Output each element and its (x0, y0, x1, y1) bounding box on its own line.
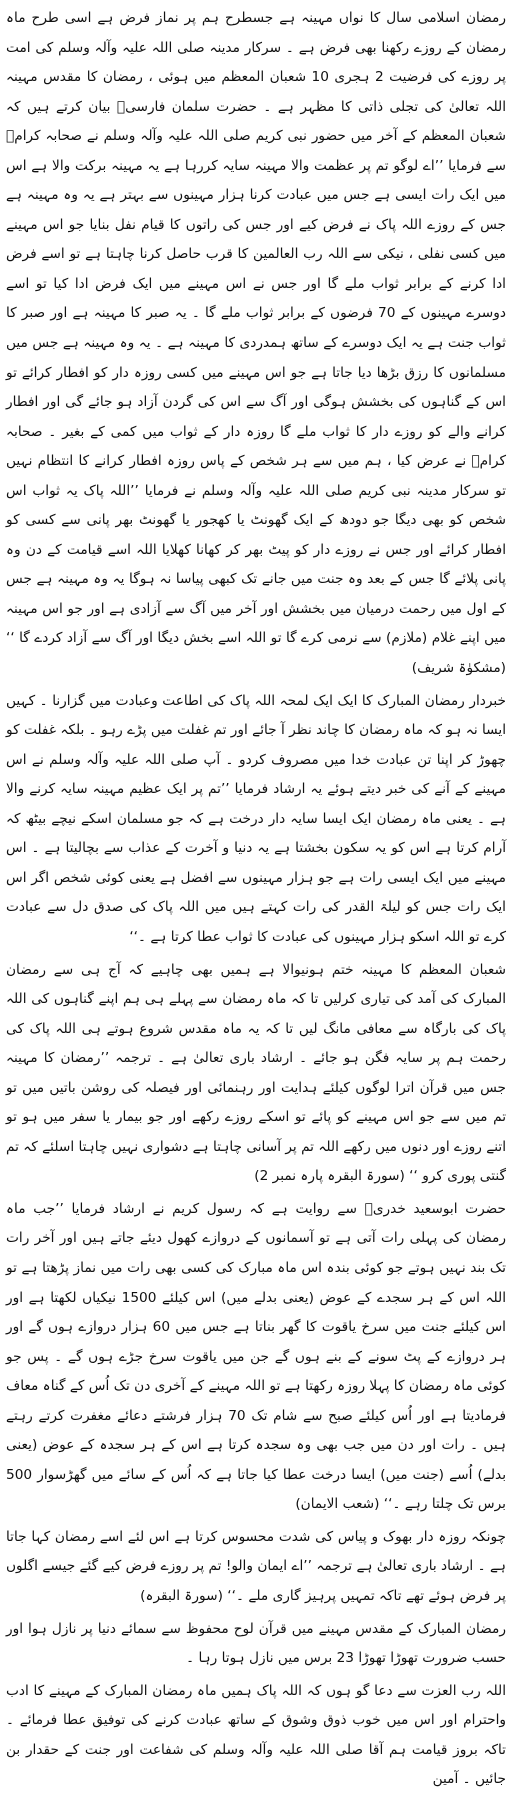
paragraph-abu-saeed-hadith: حضرت ابوسعید خدریؓ سے روایت ہے کہ رسول کریم نے ارشاد فرمایا ’’جب ماہ رمضان کی پہلی رات آتی ہے تو آسمانوں کے دروازے کھول دیئے جاتے ہیں اور آخر رات تک بند نہیں ہوتے جو کوئی بندہ اس ماہ مبارک کی کسی بھی رات میں نماز پڑھتا ہے تو اللہ اس کے ہر سجدے کے عوض (یعنی بدلے میں) اس کیلئے 1500 نیکیاں لکھتا ہے اور اس کیلئے جنت میں سرخ یاقوت کا گھر بناتا ہے جس میں 60 ہزار دروازے ہوں گے اور ہر دروازے کے پٹ سونے کے بنے ہوں گے جن میں یاقوت سرخ جڑے ہوں گے ۔ پس جو کوئی ماہ رمضان کا پہلا روزہ رکھتا ہے تو اللہ مہینے کے آخری دن تک اُس کے گناہ معاف فرمادیتا ہے اور اُس کیلئے صبح سے شام تک 70 ہزار فرشتے دعائے مغفرت کرتے رہتے ہیں ۔ رات اور دن میں جب بھی وہ سجدہ کرتا ہے اس کے ہر سجدہ کے عوض (یعنی بدلے) اُسے (جنت میں) ایسا درخت عطا کیا جاتا ہے کہ اُس کے سائے میں گھڑسوار 500 برس تک چلتا رہے ۔‘‘ (شعب الایمان) (6, 1200, 506, 1513)
paragraph-shaban-preparation: شعبان المعظم کا مہینہ ختم ہونیوالا ہے ہمیں بھی چاہیے کہ آج ہی سے رمضان المبارک کی آمد کی تیاری کرلیں تا کہ ماہ رمضان سے پہلے ہی ہم اپنے گناہوں کی اللہ پاک کی بارگاہ سے معافی مانگ لیں تا کہ یہ ماہ مقدس شروع ہوتے ہی اللہ پاک کی رحمت ہم پر سایہ فگن ہو جائے ۔ ارشاد باری تعالیٰ ہے ۔ ترجمہ ’’رمضان کا مہینہ جس میں قرآن اترا لوگوں کیلئے ہدایت اور رہنمائی اور فیصلہ کی روشن باتیں میں تو تم میں سے جو اس مہینے کو پائے تو اسکے روزے رکھے اور جو بیمار یا سفر میں ہو تو اتنے روزے اور دنوں میں رکھے اللہ تم پر آسانی چاہتا ہے دشواری نہیں چاہتا اسلئے کہ تم گنتی پوری کرو ‘‘ (سورۃ البقرہ پارہ نمبر 2) (6, 961, 506, 1185)
paragraph-why-ramadan: چونکہ روزہ دار بھوک و پیاس کی شدت محسوس کرتا ہے اس لئے اسے رمضان کہا جاتا ہے ۔ ارشاد باری تعالیٰ ہے ترجمہ ’’اے ایمان والو! تم پر روزے فرض کیے گئے جیسے اگلوں پر فرض ہوئے تھے تاکہ تمہیں پرہیز گاری ملے ۔‘‘ (سورۃ البقرہ) (6, 1528, 506, 1604)
paragraph-quran-revelation: رمضان المبارک کے مقدس مہینے میں قرآن لوح محفوظ سے سمائے دنیا پر نازل ہوا اور حسب ضرورت تھوڑا تھوڑا 23 برس میں نازل ہوتا رہا ۔ (6, 1620, 506, 1667)
paragraph-closing-dua: اللہ رب العزت سے دعا گو ہوں کہ اللہ پاک ہمیں ماہ رمضان المبارک کے مہینے کا ادب واحترام اور اس میں خوب ذوق وشوق کے ساتھ عبادت کرنے کی توفیق عطا فرمائے ۔ تاکہ بروز قیامت ہم آقا صلی اللہ علیہ وآلہ وسلم کی شفاعت اور جنت کے حقدار بن جائیں ۔ آمین (6, 1682, 506, 1788)
paragraph-beware-ramadan: خبردار رمضان المبارک کا ایک ایک لمحہ اللہ پاک کی اطاعت وعبادت میں گزارنا ۔ کہیں ایسا نہ ہو کہ ماہ رمضان کا چاند نظر آ جائے اور تم غفلت میں پڑے رہو ۔ بلکہ غفلت کو چھوڑ کر اپنا تن عبادت خدا میں مصروف کردو ۔ آپ صلی اللہ علیہ وآلہ وسلم نے اس مہینے کے آنے کی خبر دیتے ہوئے یہ ارشاد فرمایا ’’تم پر ایک عظیم مہینہ سایہ کرنے والا ہے ۔ یعنی ماہ رمضان ایک ایسا سایہ دار درخت ہے کہ جو مسلمان اسکے نیچے بیٹھ کہ آرام کرتا ہے اس کو یہ سکون بخشتا ہے یہ دنیا و آخرت کے عذاب سے بچالیتا ہے ۔ اس مہینے میں ایک ایسی رات ہے جو ہزار مہینوں سے افضل ہے یعنی کوئی شخص اگر اس ایک رات جس کو لیلۃ القدر کی رات کہتے ہیں میں اللہ پاک کی صدق دل سے عبادت کرے تو اللہ اسکو ہزار مہینوں کی عبادت کا ثواب عطا کرتا ہے ۔‘‘ (6, 692, 506, 945)
paragraph-ramadan-intro: رمضان اسلامی سال کا نواں مہینہ ہے جسطرح ہم پر نماز فرض ہے اسی طرح ماہ رمضان کے روزے رکھنا بھی فرض ہے ۔ سرکار مدینہ صلی اللہ علیہ وآلہ وسلم کی امت پر روزے کی فرضیت 2 ہجری 10 شعبان المعظم میں ہوئی ، رمضان کا مقدس مہینہ اللہ تعالیٰ کی تجلی ذاتی کا مظہر ہے ۔ حضرت سلمان فارسیؓ بیان کرتے ہیں کہ شعبان المعظم کے آخر میں حضور نبی کریم صلی اللہ علیہ وآلہ وسلم نے صحابہ کرامؓ سے فرمایا ’’اے لوگو تم پر عظمت والا مہینہ سایہ کررہا ہے یہ مہینہ برکت والا ہے اس میں ایک رات ایسی ہے جس میں عبادت کرنا ہزار مہینوں سے بہتر ہے یہ وہ مہینہ ہے جس کے روزے اللہ پاک نے فرض کیے اور جس کی راتوں کا قیام نفل بنایا جو اس مہینے میں کسی نفلی ، نیکی سے اللہ رب العالمین کا قرب حاصل کرنا چاہتا ہے تو اسے فرض ادا کرنے کے برابر ثواب ملے گا اور جس نے اس مہینے میں ایک فرض ادا کیا تو اسے دوسرے مہینوں کے 70 فرضوں کے برابر ثواب ملے گا ۔ یہ صبر کا مہینہ ہے اور صبر کا ثواب جنت ہے یہ ایک دوسرے کے ساتھ ہمدردی کا مہینہ ہے ۔ یہ وہ مہینہ ہے جس میں مسلمانوں کا رزق بڑھا دیا جاتا ہے جو اس مہینے میں کسی روزہ دار کو افطار کرائے تو اس کے گناہوں کی بخشش ہوگی اور آگ سے اس کی گردن آزاد ہو جائے گی اور افطار کرانے والے کو روزے دار کا ثواب ملے گا روزہ دار کے ثواب میں کمی کے بغیر ۔ صحابہ کرامؓ نے عرض کیا ، ہم میں سے ہر شخص کے پاس روزہ افطار کرانے کا انتظام نہیں تو سرکار مدینہ نبی کریم صلی اللہ علیہ وآلہ وسلم نے فرمایا ’’اللہ پاک یہ ثواب اس شخص کو بھی دیگا جو دودھ کے ایک گھونٹ یا کھجور یا گھونٹ بھر پانی سے کسی کو افطار کرائے اور جس نے روزے دار کو پیٹ بھر کر کھانا کھلایا اللہ اسے قیامت کے دن وہ پانی پلائے گا جس کے بعد وہ جنت میں جانے تک کبھی پیاسا نہ ہوگا یہ وہ مہینہ ہے جس کے اول میں رحمت درمیان میں بخشش اور آخر میں آگ سے آزادی ہے اور جو اس مہینہ میں اپنے غلام (ملازم) سے نرمی کرے گا تو اللہ اسے بخش دیگا اور آگ سے آزاد کردے گا ‘‘ (مشکوٰۃ شریف) (6, 10, 506, 677)
